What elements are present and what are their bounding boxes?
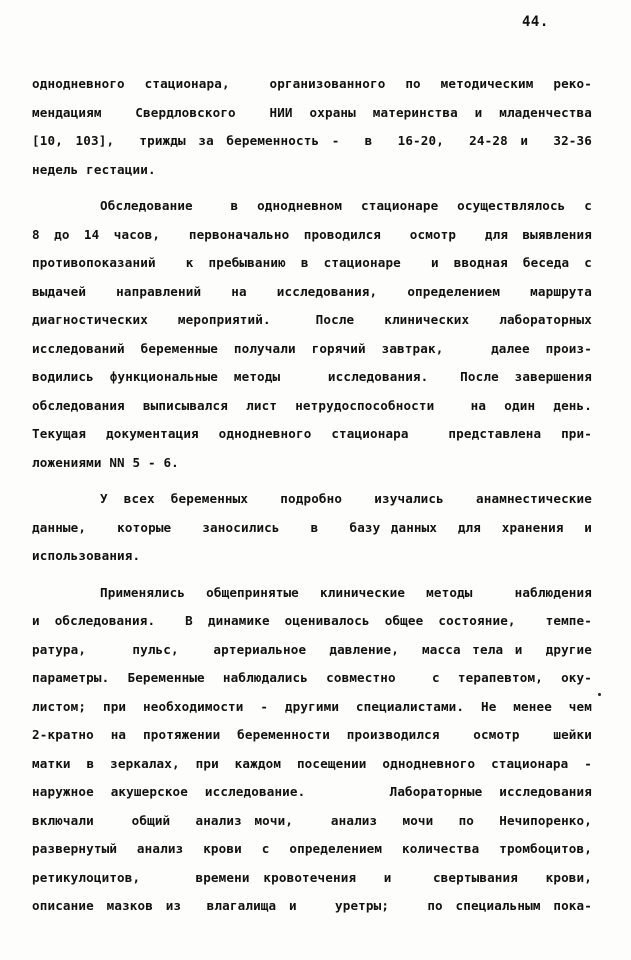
page-number: 44. bbox=[522, 14, 549, 30]
scan-speck bbox=[598, 693, 601, 696]
text-line: Обследование в однодневном стационаре осуществлялось с bbox=[100, 198, 592, 213]
text-line: однодневного стационара, организованного по методическим реко- bbox=[32, 76, 592, 91]
text-line: параметры. Беременные наблюдались совместно с терапевтом, оку- bbox=[32, 670, 592, 685]
text-line: обследования выписывался лист нетрудоспособности на один день. bbox=[32, 397, 592, 413]
text-line: 8 до 14 часов, первоначально проводился осмотр для выявления bbox=[32, 226, 592, 242]
text-line: [10, 103], трижды за беременность - в 16-20, 24-28 и 32-36 bbox=[32, 133, 592, 148]
text-line: матки в зеркалах, при каждом посещении однодневного стационара - bbox=[32, 755, 592, 771]
text-line: ретикулоцитов, времени кровотечения и свертывания крови, bbox=[32, 869, 592, 885]
text-line: недель гестации. bbox=[32, 161, 156, 177]
text-line: ратура, пульс, артериальное давление, масса тела и другие bbox=[32, 641, 592, 657]
paragraph-4 bbox=[32, 579, 592, 921]
text-line: выдачей направлений на исследования, определением маршрута bbox=[32, 283, 592, 299]
text-line: использования. bbox=[32, 548, 141, 563]
text-line: мендациям Свердловского НИИ охраны материнства и младенчества bbox=[32, 104, 592, 120]
text-line: диагностических мероприятий. После клинических лабораторных bbox=[32, 312, 592, 327]
paragraph-3 bbox=[32, 485, 592, 571]
paragraph-1 bbox=[32, 70, 592, 184]
text-line: 2-кратно на протяжении беременности производился осмотр шейки bbox=[32, 727, 592, 742]
text-line: исследований беременные получали горячий завтрак, далее произ- bbox=[32, 340, 592, 356]
text-line: развернутый анализ крови с определением количества тромбоцитов, bbox=[32, 841, 592, 856]
text-line: Применялись общепринятые клинические методы наблюдения bbox=[100, 584, 592, 600]
text-line: наружное акушерское исследование. Лабораторные исследования bbox=[32, 784, 592, 799]
body-text bbox=[32, 70, 592, 921]
paragraph-2 bbox=[32, 192, 592, 477]
text-line: и обследования. В динамике оценивалось общее состояние, темпе- bbox=[32, 613, 592, 628]
text-line: У всех беременных подробно изучались анамнестические bbox=[100, 491, 592, 506]
text-line: включали общий анализ мочи, анализ мочи по Нечипоренко, bbox=[32, 812, 592, 828]
text-line: описание мазков из влагалища и уретры; по специальным пока- bbox=[32, 898, 592, 913]
text-line: водились функциональные методы исследования. После завершения bbox=[32, 369, 592, 384]
text-line: ложениями NN 5 - 6. bbox=[32, 454, 179, 470]
text-line: противопоказаний к пребыванию в стационаре и вводная беседа с bbox=[32, 255, 592, 270]
text-line: листом; при необходимости - другими специалистами. Не менее чем bbox=[32, 698, 592, 714]
text-line: данные, которые заносились в базу данных для хранения и bbox=[32, 519, 592, 535]
text-line: Текущая документация однодневного стационара представлена при- bbox=[32, 426, 592, 441]
